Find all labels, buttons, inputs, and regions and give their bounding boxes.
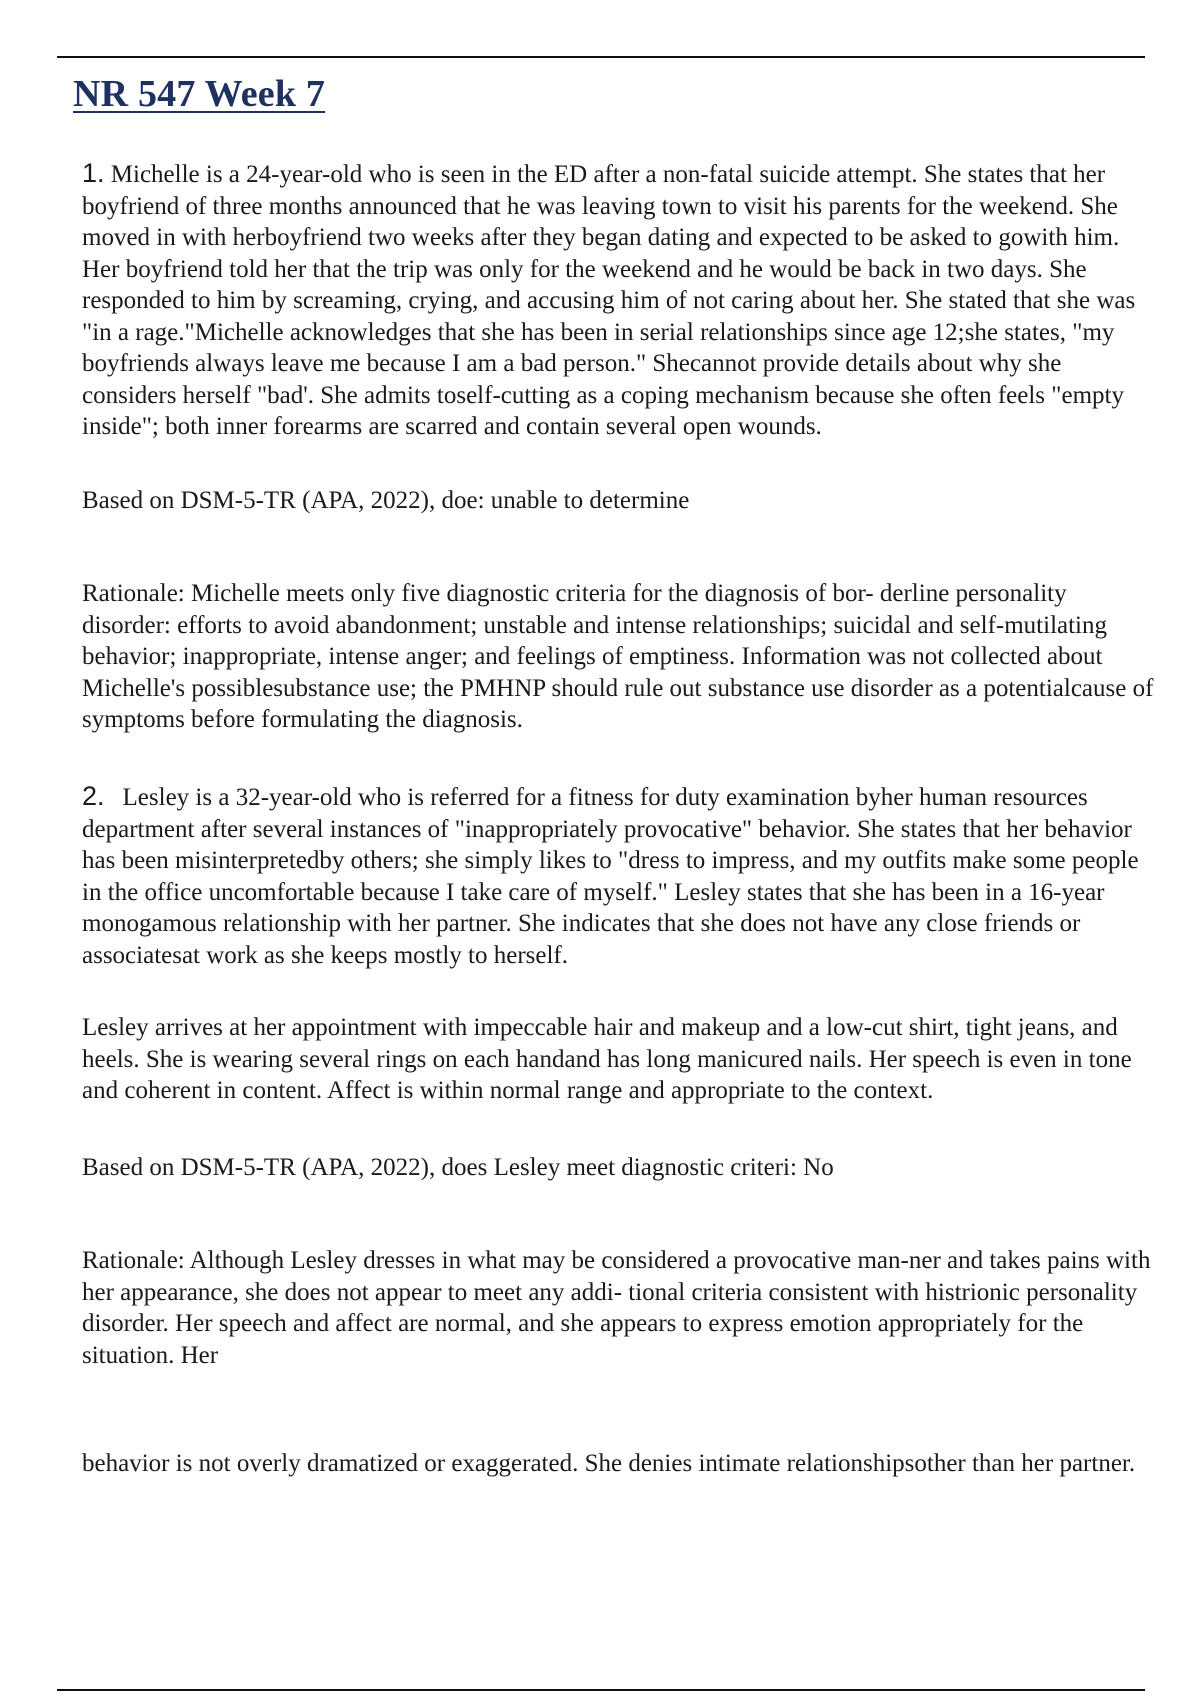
question-2-stem-text: Lesley is a 32-year-old who is referred for a fitness for duty examination byher human resources department after several instances of "inappropriately provocative" behavior. She states that her behavior has been misinterpretedby others; she simply likes to "dress to impress, and my outfits make some people in the office uncomfortable because I take care of myself." Lesley states that she has been in a 16-year monogamous relationship with her partner. She indicates that she does not have any close friends or associatesat work as she keeps mostly to herself. [82,784,1139,969]
top-rule [57,56,1145,58]
question-2-rationale-continued: behavior is not overly dramatized or exaggerated. She denies intimate relationshipsother than her partner. [82,1450,1136,1477]
question-1-stem-text: Michelle is a 24-year-old who is seen in the ED after a non-fatal suicide attempt. She states that her boyfriend of three months announced that he was leaving town to visit his parents for the weekend. She moved in with herboyfriend two weeks after they began dating and expected to be asked to gowith him. Her boyfriend told her that the trip was only for the weekend and he would be back in two days. She responded to him by screaming, crying, and accusing him of not caring about her. She stated that she was "in a rage."Michelle acknowledges that she has been in serial relationships since age 12;she states, "my boyfriends always leave me because I am a bad person." Shecannot provide details about why she considers herself "bad'. She admits toself-cutting as a coping mechanism because she often feels "empty inside"; both inner forearms are scarred and contain several open wounds. [82,161,1136,440]
question-2-stem [82,781,1154,971]
question-2-rationale: Rationale: Although Lesley dresses in what may be considered a provocative man-ner and takes pains with her appearance, she does not appear to meet any addi- tional criteria consistent with histrionic personality disorder. Her speech and affect are normal, and she appears to express emotion appropriately for the situation. Her [82,1247,1151,1369]
question-1-rationale: Rationale: Michelle meets only five diagnostic criteria for the diagnosis of bor- derline personality disorder: efforts to avoid abandonment; unstable and intense relationships; suicidal and self-mutilating behavior; inappropriate, intense anger; and feelings of emptiness. Information was not collected about Michelle's possiblesubstance use; the PMHNP should rule out substance use disorder as a potentialcause of symptoms before formulating the diagnosis. [82,580,1154,733]
question-2-observation: Lesley arrives at her appointment with impeccable hair and makeup and a low-cut shirt, tight jeans, and heels. She is wearing several rings on each handand has long manicured nails. Her speech is even in tone and coherent in content. Affect is within normal range and appropriate to the context. [82,1014,1132,1104]
question-1-answer: Based on DSM-5-TR (APA, 2022), doe: unable to determine [82,487,690,514]
page-title: NR 547 Week 7 [73,73,326,115]
bottom-rule [57,1689,1145,1691]
question-1-number: 1. [82,158,105,188]
question-1-stem [82,158,1154,443]
question-2-answer: Based on DSM-5-TR (APA, 2022), does Lesley meet diagnostic criteri: No [82,1154,834,1181]
question-2-number: 2. [82,781,105,811]
